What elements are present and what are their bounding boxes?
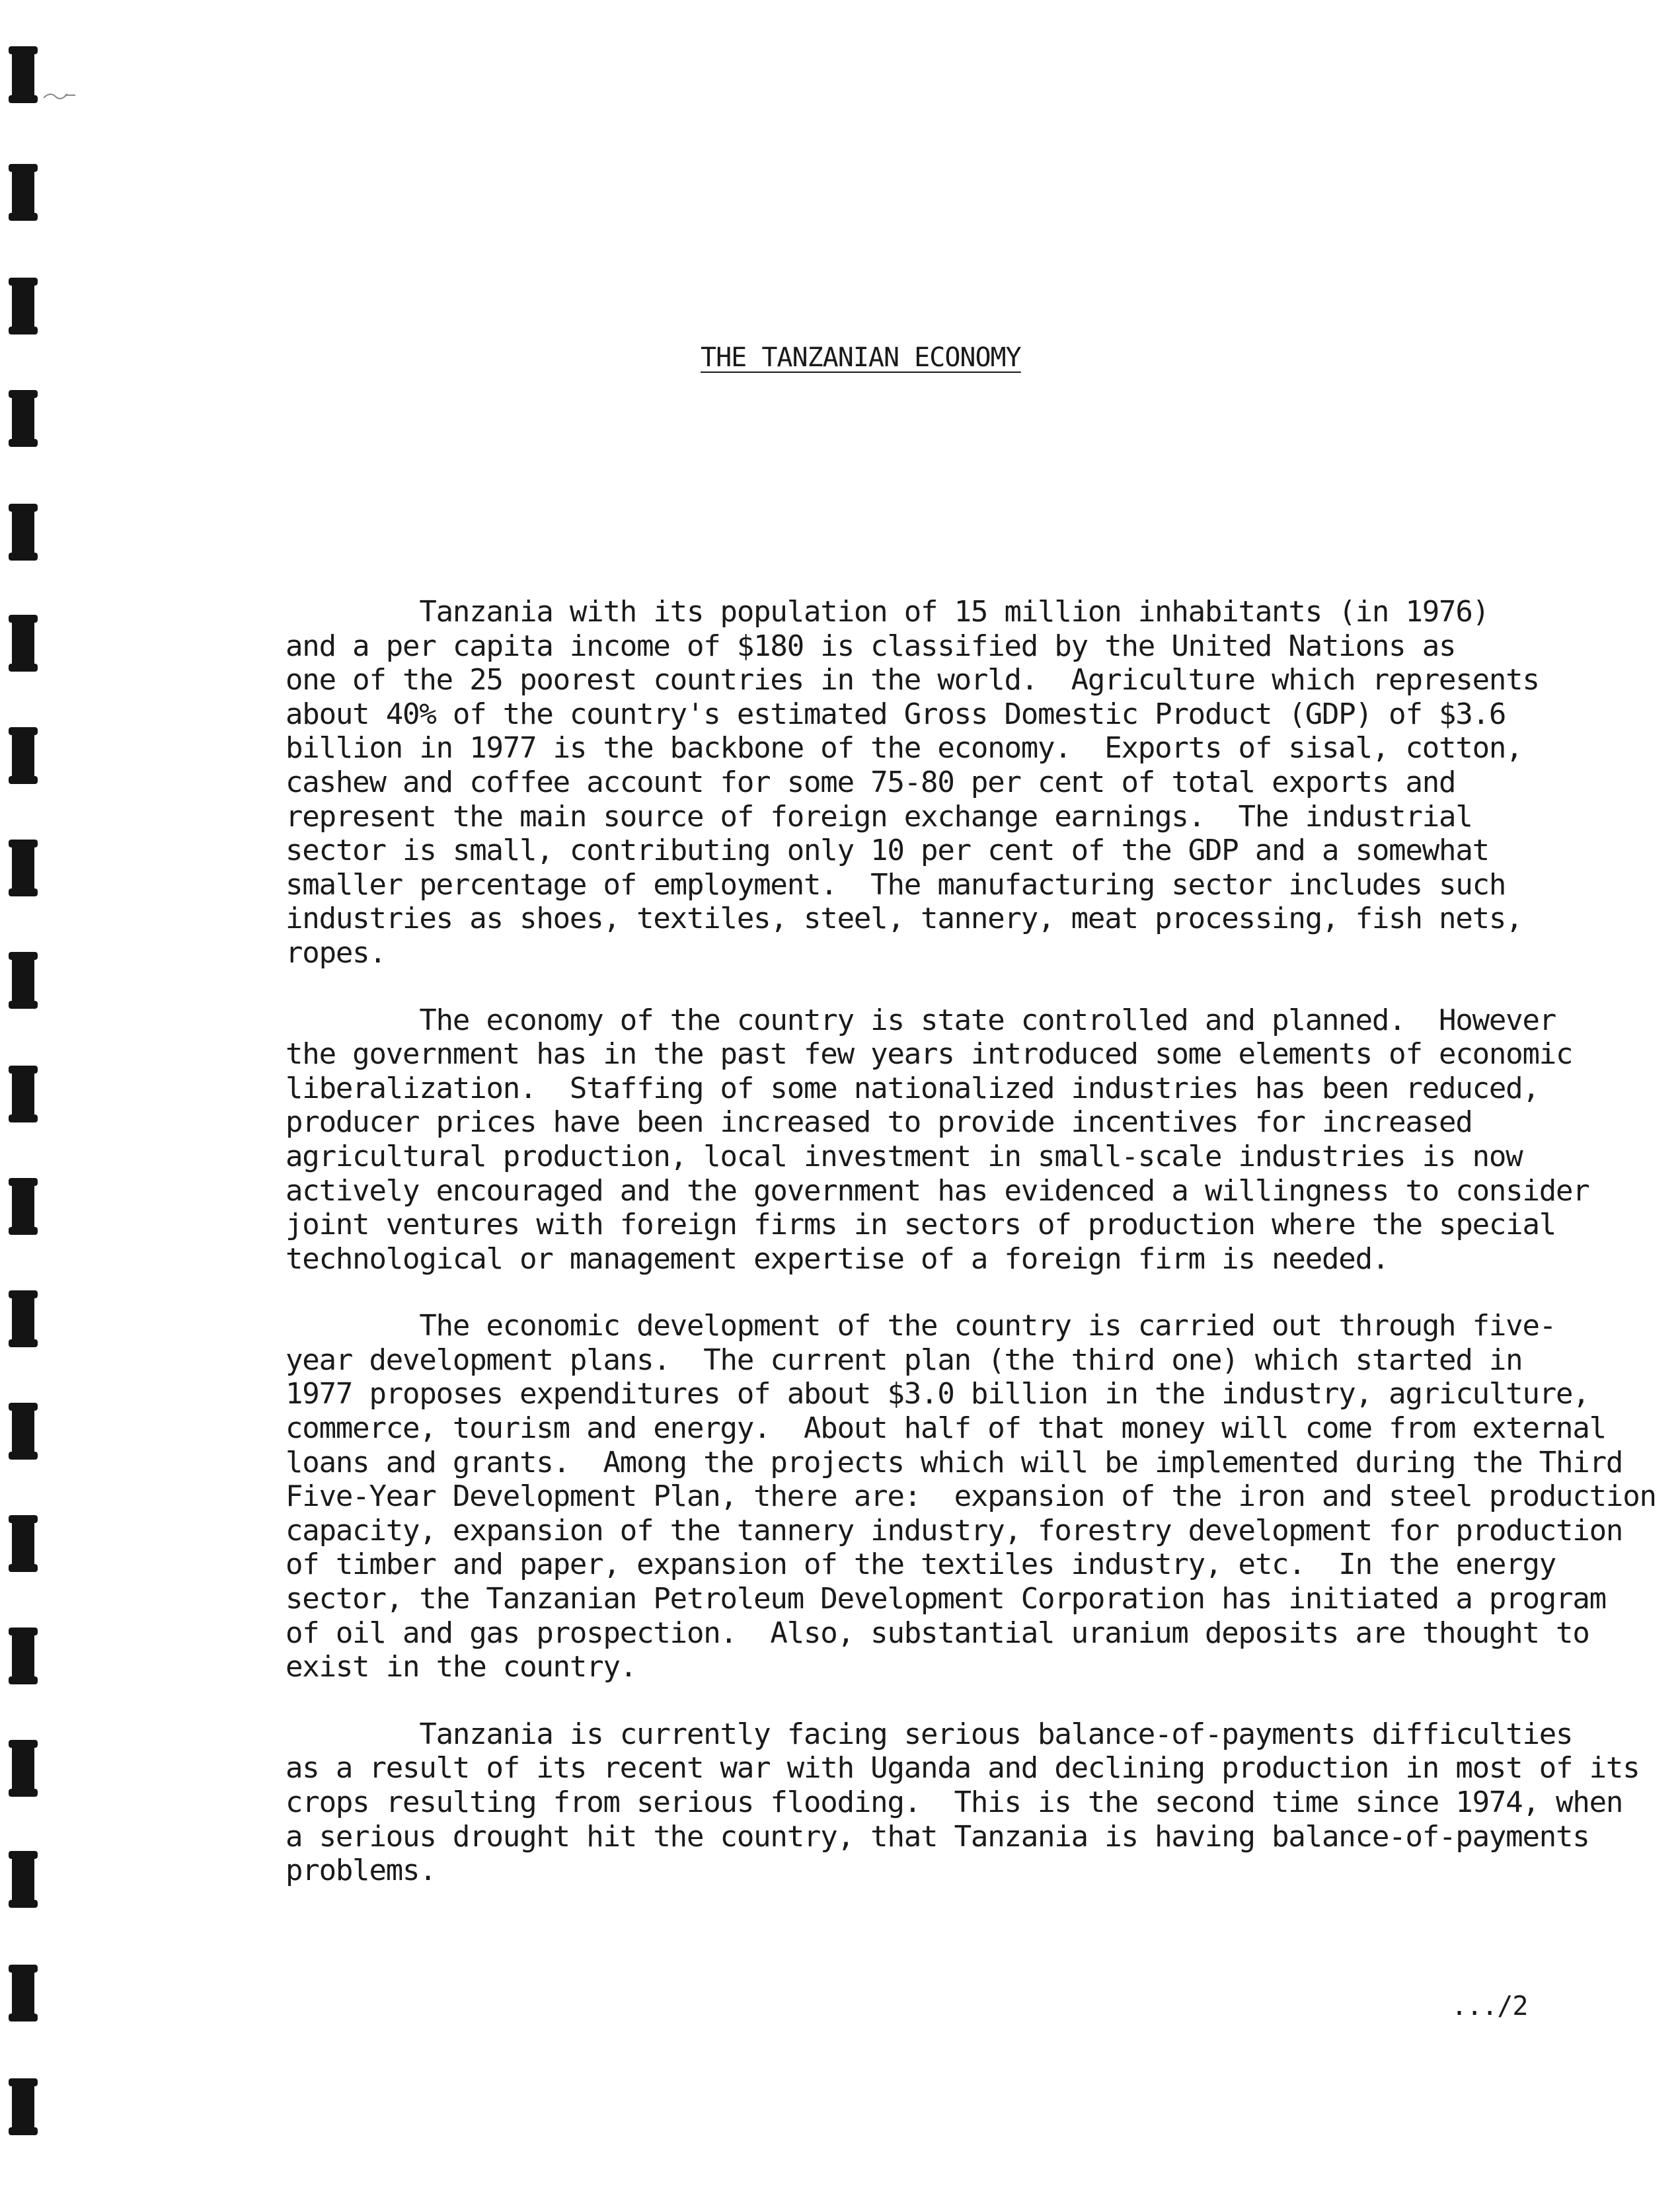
paragraph — [286, 1309, 1656, 1684]
page-continuation-marker: .../2 — [1451, 1991, 1528, 2021]
text-line: joint ventures with foreign firms in sectors of production where the special — [286, 1208, 1556, 1242]
binding-hole-icon — [12, 1851, 34, 1908]
text-line: and a per capita income of $180 is classified by the United Nations as — [286, 629, 1456, 663]
binding-hole-icon — [12, 164, 34, 221]
text-line: cashew and coffee account for some 75-80 per cent of total exports and — [286, 765, 1456, 799]
text-line: Tanzania is currently facing serious balance-of-payments difficulties — [286, 1717, 1573, 1751]
text-line: commerce, tourism and energy. About half of that money will come from external — [286, 1411, 1606, 1446]
text-line: smaller percentage of employment. The manufacturing sector includes such — [286, 867, 1506, 902]
text-line: about 40% of the country's estimated Gross Domestic Product (GDP) of $3.6 — [286, 697, 1506, 731]
text-line: one of the 25 poorest countries in the world. Agriculture which represents — [286, 663, 1539, 697]
text-line: liberalization. Staffing of some nationalized industries has been reduced, — [286, 1071, 1539, 1105]
text-line: agricultural production, local investment in small-scale industries is now — [286, 1139, 1523, 1173]
text-line: exist in the country. — [286, 1650, 637, 1684]
binding-hole-icon — [12, 1965, 34, 2021]
text-line: loans and grants. Among the projects which will be implemented during the Third — [286, 1445, 1623, 1479]
binding-holes — [0, 0, 73, 2198]
text-line: a serious drought hit the country, that Tanzania is having balance-of-payments — [286, 1819, 1589, 1854]
binding-hole-icon — [12, 1403, 34, 1460]
binding-hole-icon — [12, 952, 34, 1009]
scan-mark-icon — [41, 85, 78, 104]
text-line: The economy of the country is state controlled and planned. However — [286, 1003, 1556, 1037]
text-line: actively encouraged and the government has evidenced a willingness to consider — [286, 1173, 1589, 1208]
binding-hole-icon — [12, 615, 34, 672]
paragraph — [286, 595, 1647, 970]
text-line: Five-Year Development Plan, there are: expansion of the iron and steel production — [286, 1479, 1656, 1514]
text-line: ropes. — [286, 935, 386, 970]
text-line: sector, the Tanzanian Petroleum Development Corporation has initiated a program — [286, 1582, 1606, 1616]
binding-hole-icon — [12, 46, 34, 103]
page-title: THE TANZANIAN ECONOMY — [701, 342, 1021, 373]
binding-hole-icon — [12, 2078, 34, 2135]
text-line: billion in 1977 is the backbone of the economy. Exports of sisal, cotton, — [286, 731, 1523, 765]
text-line: the government has in the past few years introduced some elements of economic — [286, 1037, 1573, 1072]
paragraph — [286, 1717, 1647, 1888]
text-line: crops resulting from serious flooding. This is the second time since 1974, when — [286, 1786, 1623, 1819]
text-line: The economic development of the country is carried out through five- — [286, 1309, 1556, 1343]
binding-hole-icon — [12, 1066, 34, 1122]
text-line: industries as shoes, textiles, steel, tannery, meat processing, fish nets, — [286, 902, 1523, 936]
text-line: 1977 proposes expenditures of about $3.0 billion in the industry, agriculture, — [286, 1377, 1589, 1411]
text-line: technological or management expertise of a foreign firm is needed. — [286, 1241, 1389, 1276]
binding-hole-icon — [12, 1740, 34, 1797]
text-line: capacity, expansion of the tannery industry, forestry development for production — [286, 1513, 1623, 1548]
binding-hole-icon — [12, 1515, 34, 1572]
binding-hole-icon — [12, 504, 34, 561]
binding-hole-icon — [12, 727, 34, 784]
text-line: producer prices have been increased to provide incentives for increased — [286, 1105, 1472, 1140]
text-line: problems. — [286, 1854, 436, 1888]
binding-hole-icon — [12, 1178, 34, 1235]
binding-hole-icon — [12, 278, 34, 334]
text-line: of oil and gas prospection. Also, substantial uranium deposits are thought to — [286, 1616, 1589, 1650]
text-line: Tanzania with its population of 15 million inhabitants (in 1976) — [286, 595, 1489, 629]
binding-hole-icon — [12, 390, 34, 447]
binding-hole-icon — [12, 840, 34, 896]
document-body — [286, 595, 1656, 1921]
binding-hole-icon — [12, 1290, 34, 1347]
text-line: as a result of its recent war with Uganda and declining production in most of its — [286, 1751, 1640, 1786]
text-line: sector is small, contributing only 10 per cent of the GDP and a somewhat — [286, 834, 1489, 868]
binding-hole-icon — [12, 1628, 34, 1684]
text-line: represent the main source of foreign exchange earnings. The industrial — [286, 799, 1472, 834]
text-line: of timber and paper, expansion of the textiles industry, etc. In the energy — [286, 1548, 1556, 1582]
paragraph — [286, 1003, 1647, 1276]
text-line: year development plans. The current plan (the third one) which started in — [286, 1343, 1523, 1377]
